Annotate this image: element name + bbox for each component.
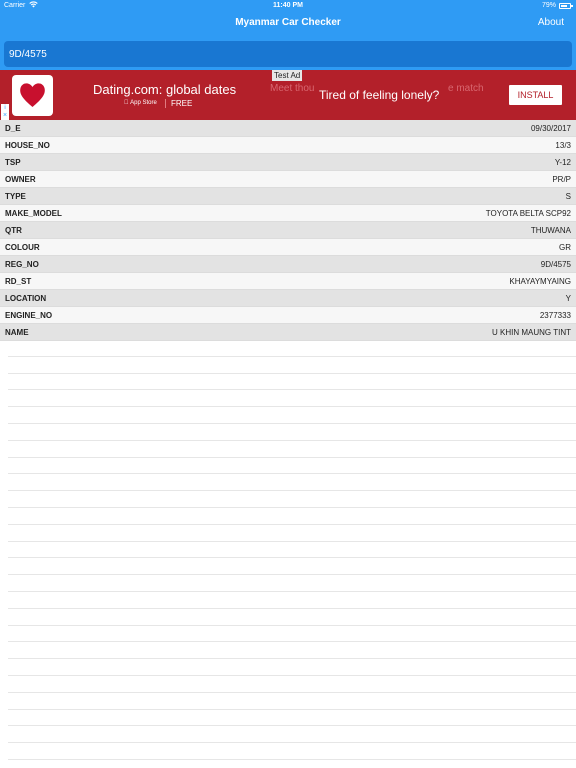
carrier-label: Carrier	[4, 2, 26, 9]
ad-divider	[165, 99, 166, 108]
table-row[interactable]	[0, 188, 576, 205]
empty-row	[8, 659, 576, 676]
empty-table-area	[8, 340, 576, 768]
apple-icon	[124, 100, 129, 106]
table-row[interactable]	[0, 256, 576, 273]
empty-row	[8, 340, 576, 357]
empty-row	[8, 592, 576, 609]
ad-app-name[interactable]: Dating.com: global dates	[93, 82, 237, 97]
empty-row	[8, 710, 576, 727]
empty-row	[8, 693, 576, 710]
app-store-badge	[124, 100, 157, 106]
field-value: 09/30/2017	[530, 123, 571, 133]
empty-row	[8, 407, 576, 424]
navigation-bar	[0, 0, 576, 39]
ad-price: FREE	[171, 99, 193, 108]
battery-icon	[559, 3, 571, 9]
ad-close-icon[interactable]: ×	[2, 112, 8, 119]
search-input[interactable]	[9, 49, 567, 60]
field-key: REG_NO	[5, 259, 39, 269]
field-key: HOUSE_NO	[5, 140, 50, 150]
ad-ghost-text: Meet thou	[270, 83, 315, 94]
empty-row	[8, 525, 576, 542]
empty-row	[8, 609, 576, 626]
empty-row	[8, 508, 576, 525]
status-time: 11:40 PM	[273, 2, 303, 9]
field-key: COLOUR	[5, 242, 40, 252]
ad-tagline: Tired of feeling lonely?	[319, 88, 440, 102]
field-value: THUWANA	[530, 225, 571, 235]
table-row[interactable]	[0, 137, 576, 154]
field-key: ENGINE_NO	[5, 310, 53, 320]
empty-row	[8, 726, 576, 743]
empty-row	[8, 743, 576, 760]
install-button[interactable]: INSTALL	[509, 85, 562, 105]
field-value: Y-12	[554, 157, 571, 167]
table-row[interactable]	[0, 273, 576, 290]
empty-row	[8, 458, 576, 475]
field-key: TYPE	[5, 191, 26, 201]
table-row[interactable]	[0, 120, 576, 137]
adchoices-icon[interactable]: i	[1, 104, 9, 112]
field-key: LOCATION	[5, 293, 47, 303]
table-row[interactable]	[0, 171, 576, 188]
field-value: PR/P	[552, 174, 571, 184]
table-row[interactable]	[0, 222, 576, 239]
field-key: D_E	[5, 123, 21, 133]
table-row[interactable]	[0, 154, 576, 171]
empty-row	[8, 441, 576, 458]
page-title: Myanmar Car Checker	[235, 17, 341, 28]
about-button[interactable]: About	[537, 17, 564, 28]
empty-row	[8, 374, 576, 391]
field-value: Y	[565, 293, 571, 303]
field-key: TSP	[5, 157, 21, 167]
field-key: NAME	[5, 327, 29, 337]
empty-row	[8, 626, 576, 643]
battery-percent: 79%	[541, 2, 556, 9]
table-row[interactable]	[0, 324, 576, 341]
table-row[interactable]	[0, 290, 576, 307]
empty-row	[8, 357, 576, 374]
field-value: 2377333	[539, 310, 571, 320]
status-bar	[0, 0, 576, 12]
empty-row	[8, 390, 576, 407]
empty-row	[8, 424, 576, 441]
empty-row	[8, 676, 576, 693]
search-field-container[interactable]	[4, 41, 572, 67]
vehicle-details-table	[0, 120, 576, 341]
table-row[interactable]	[0, 205, 576, 222]
field-value: 13/3	[555, 140, 571, 150]
app-store-label: App Store	[124, 100, 151, 106]
field-value: S	[565, 191, 571, 201]
ad-banner[interactable]	[0, 70, 576, 120]
field-value: KHAYAYMYAING	[509, 276, 571, 286]
field-value: U KHIN MAUNG TINT	[492, 327, 571, 337]
field-value: TOYOTA BELTA SCP92	[485, 208, 571, 218]
field-key: QTR	[5, 225, 22, 235]
empty-row	[8, 542, 576, 559]
table-row[interactable]	[0, 307, 576, 324]
field-value: 9D/4575	[540, 259, 571, 269]
field-key: MAKE_MODEL	[5, 208, 62, 218]
table-row[interactable]	[0, 239, 576, 256]
field-key: OWNER	[5, 174, 36, 184]
field-value: GR	[559, 242, 571, 252]
search-bar	[0, 39, 576, 70]
empty-row	[8, 491, 576, 508]
ad-ghost-text-2: e match	[448, 83, 484, 94]
test-ad-badge: Test Ad	[274, 71, 301, 80]
empty-row	[8, 474, 576, 491]
empty-row	[8, 642, 576, 659]
field-key: RD_ST	[5, 276, 32, 286]
ad-app-logo[interactable]	[12, 75, 53, 116]
empty-row	[8, 558, 576, 575]
empty-row	[8, 575, 576, 592]
